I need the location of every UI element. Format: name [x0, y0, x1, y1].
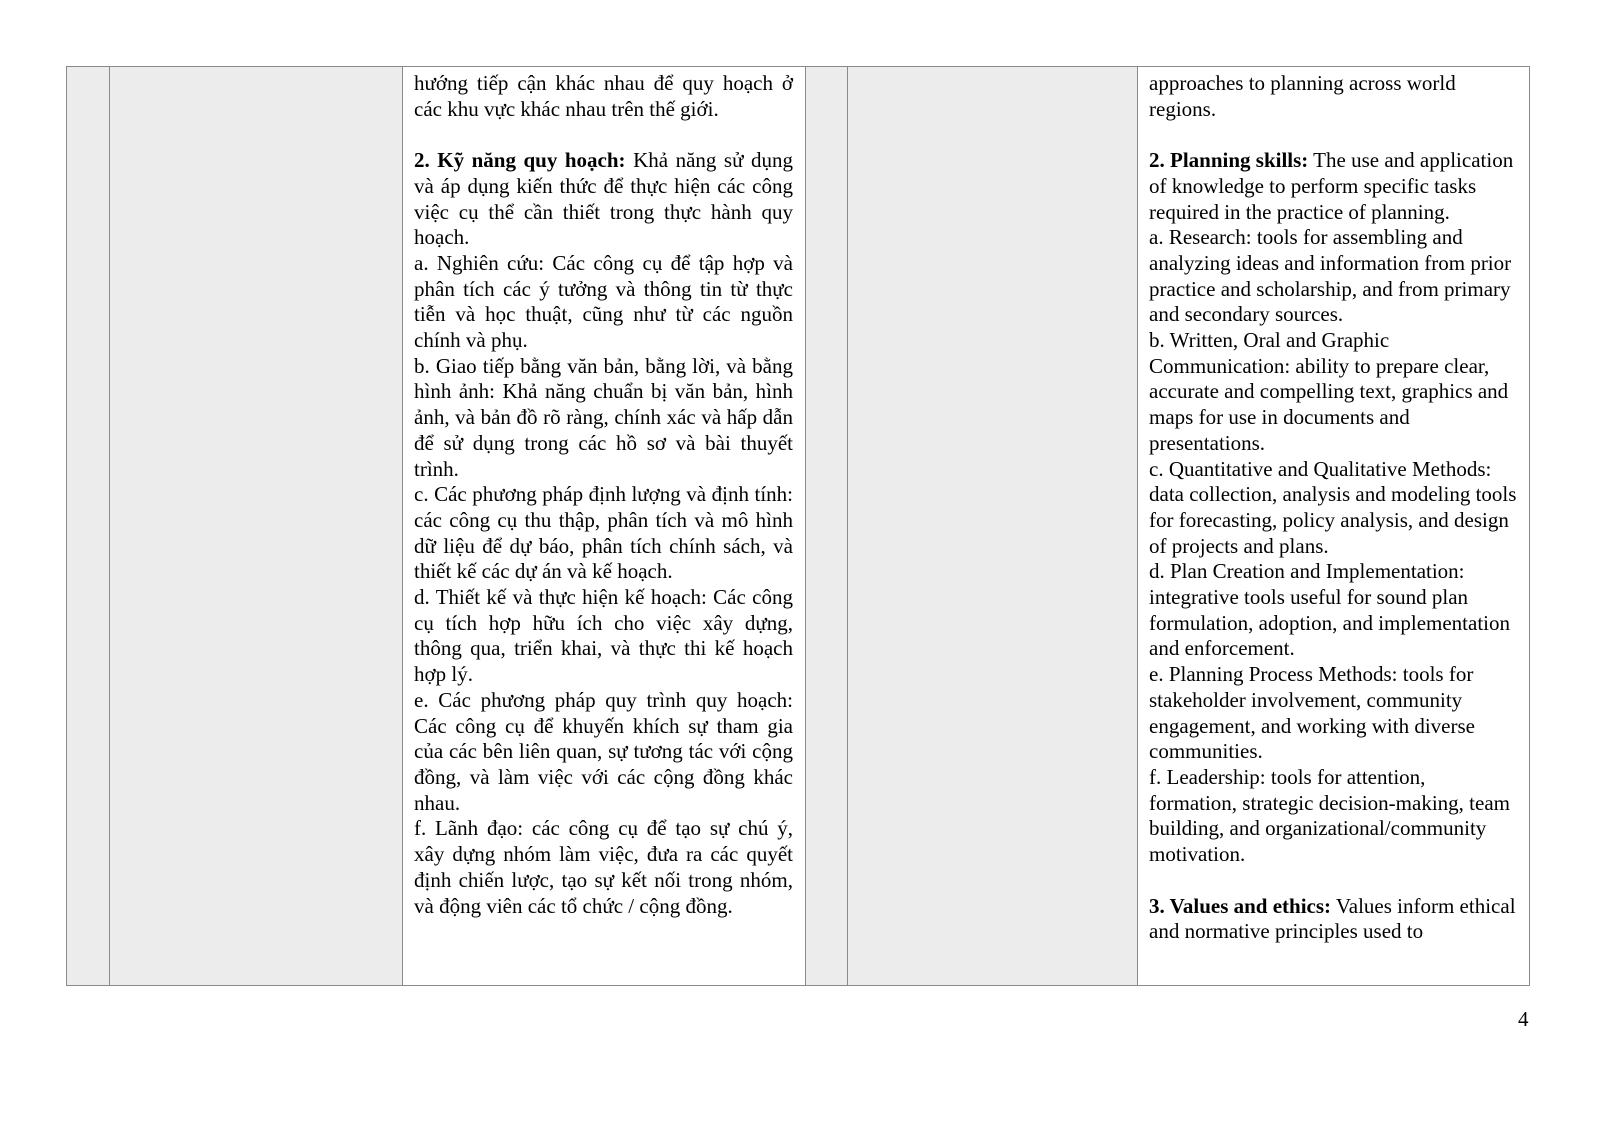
table-cell-row-number-empty [67, 67, 110, 985]
english-paragraph-3: 2. Planning skills: The use and application of knowledge to perform specific tasks required in the practice of planning. [1149, 148, 1514, 224]
vietnamese-paragraph-8: e. Các phương pháp quy trình quy hoạch: Các công cụ để khuyến khích sự tham gia của các bên liên quan, sự tương tác với cộng đồng, và làm việc với các cộng đồng khác nhau. [414, 687, 793, 815]
vietnamese-paragraph-7: d. Thiết kế và thực hiện kế hoạch: Các công cụ tích hợp hữu ích cho việc xây dựng, thông qua, triển khai, và thực thi kế hoạch hợp lý. [414, 585, 793, 687]
vietnamese-paragraph-4: a. Nghiên cứu: Các công cụ để tập hợp và phân tích các ý tưởng và thông tin từ thực tiễn và học thuật, cũng như từ các nguồn chính và phụ. [414, 250, 793, 353]
vietnamese-paragraph-6: c. Các phương pháp định lượng và định tính: các công cụ thu thập, phân tích và mô hình dữ liệu để dự báo, phân tích chính sách, và thiết kế các dự án và kế hoạch. [414, 482, 793, 584]
table-cell-divider-number-empty [806, 67, 848, 985]
vietnamese-paragraph-3: 2. Kỹ năng quy hoạch: Khả năng sử dụng và áp dụng kiến thức để thực hiện các công việc cụ thể cần thiết trong thực hành quy hoạch. [414, 148, 793, 250]
english-paragraph-11: 3. Values and ethics: Values inform ethical and normative principles used to [1149, 893, 1516, 944]
vietnamese-section-heading: 2. Kỹ năng quy hoạch: [414, 148, 626, 173]
english-paragraph-8: e. Planning Process Methods: tools for stakeholder involvement, community engagement, and working with diverse communities. [1149, 662, 1475, 764]
english-paragraph-6: c. Quantitative and Qualitative Methods: data collection, analysis and modeling tools for forecasting, policy analysis, and design of projects and plans. [1149, 456, 1517, 558]
page-number: 4 [1518, 1007, 1529, 1031]
english-paragraph-5: b. Written, Oral and Graphic Communication: ability to prepare clear, accurate and compelling text, graphics and maps for use in documents and presentations. [1149, 328, 1509, 455]
english-paragraph-10 [1149, 868, 1517, 894]
vietnamese-paragraph-9: f. Lãnh đạo: các công cụ để tạo sự chú ý, xây dựng nhóm làm việc, đưa ra các quyết định chiến lược, tạo sự kết nối trong nhóm, và động viên các tổ chức / cộng đồng. [414, 816, 793, 918]
table-cell-english-text [1138, 67, 1529, 985]
vietnamese-paragraph-1: hướng tiếp cận khác nhau để quy hoạch ở các khu vực khác nhau trên thế giới. [414, 71, 793, 121]
english-paragraph-1: approaches to planning across world regions. [1149, 71, 1456, 121]
table-cell-middle-empty [848, 67, 1138, 985]
vietnamese-paragraph-5: b. Giao tiếp bằng văn bản, bằng lời, và bằng hình ảnh: Khả năng chuẩn bị văn bản, hình ảnh, và bản đồ rõ ràng, chính xác và hấp dẫn để sử dụng trong các hồ sơ và bài thuyết trình. [414, 353, 793, 481]
vietnamese-paragraph-2 [414, 122, 793, 148]
table-cell-vietnamese-text [403, 67, 806, 985]
english-paragraph-7: d. Plan Creation and Implementation: integrative tools useful for sound plan formulation, adoption, and implementation and enforcement. [1149, 559, 1511, 661]
english-section-heading: 2. Planning skills: [1149, 148, 1309, 173]
english-section-heading: 3. Values and ethics: [1149, 893, 1332, 918]
content-table [66, 66, 1530, 986]
table-cell-left-empty [110, 67, 403, 985]
english-paragraph-4: a. Research: tools for assembling and analyzing ideas and information from prior practice and scholarship, and from primary and secondary sources. [1149, 225, 1512, 327]
english-paragraph-9: f. Leadership: tools for attention, formation, strategic decision-making, team building, and organizational/community motivation. [1149, 764, 1510, 867]
english-paragraph-2 [1149, 122, 1517, 148]
